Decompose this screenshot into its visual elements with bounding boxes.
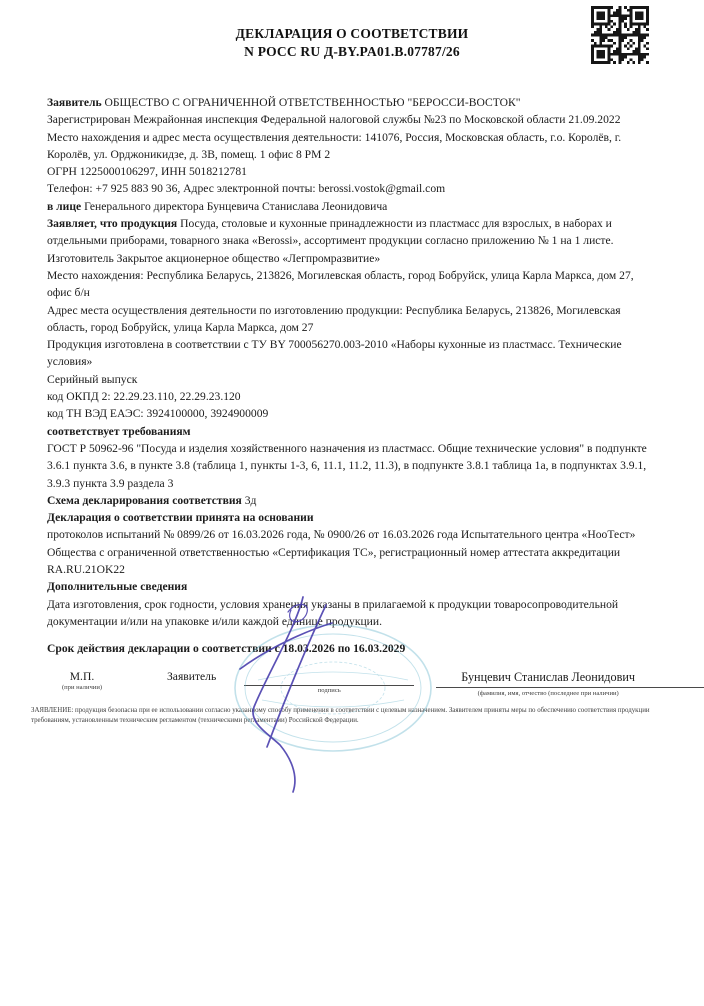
paragraph-scheme: Схема декларирования соответствия 3д <box>47 493 257 507</box>
paragraph-production-address: Адрес места осуществления деятельности по изготовлению продукции: Республика Беларусь, 213826, Могилевская область, город Бобруйск, улица Карла Маркса, дом 27 <box>47 303 621 334</box>
title-line-1: ДЕКЛАРАЦИЯ О СООТВЕТСТВИИ <box>235 26 469 41</box>
paragraph-protocols: протоколов испытаний № 0899/26 от 16.03.2026 года, № 0900/26 от 16.03.2026 года Испытательного центра «НооТест» Общества с ограниченной ответственностью «Сертификация ТС», регистрационный номер аттестата аккредитации RA.RU.21OK22 <box>47 528 636 577</box>
paragraph-product: Заявляет, что продукция Посуда, столовые и кухонные принадлежности из пластмасс для взрослых, в наборах и отдельными приборами, товарного знака «Berossi», ассортимент продукции согласно приложению № 1 на 1 листе. <box>47 217 614 248</box>
paragraph-registered: Зарегистрирован Межрайонная инспекция Федеральной налоговой службы №23 по Московской области 21.09.2022 <box>47 113 621 127</box>
paragraph-phone-email: Телефон: +7 925 883 90 36, Адрес электронной почты: berossi.vostok@gmail.com <box>47 182 446 196</box>
name-line <box>436 686 704 688</box>
signature-note: подпись <box>317 686 341 694</box>
paragraph-additional-heading: Дополнительные сведения <box>47 580 188 594</box>
qr-code <box>591 6 649 64</box>
seal-note: (при наличии) <box>61 683 103 691</box>
document-body <box>47 94 660 658</box>
seal-label: М.П. <box>69 669 95 683</box>
signature-block <box>47 670 660 698</box>
applicant-label: Заявитель <box>167 669 217 683</box>
paragraph-tnved: код ТН ВЭД ЕАЭС: 3924100000, 3924900009 <box>47 407 269 421</box>
seal-placeholder <box>47 670 117 692</box>
paragraph-basis-heading: Декларация о соответствии принята на основании <box>47 511 314 525</box>
signature-field <box>244 670 414 695</box>
signatory-name-field <box>436 670 660 698</box>
statement-footnote: ЗАЯВЛЕНИЕ: продукция безопасна при ее использовании согласно указанному способу применения в соответствии с целевым назначением. Заявителем приняты меры по обеспечению соответствия продукции требованиям, установленным техническим регламентом (техническими регламентами) Российской Федерации. <box>31 706 650 724</box>
paragraph-address: Место нахождения и адрес места осуществления деятельности: 141076, Россия, Московская область, г.о. Королёв, г. Королёв, ул. Орджоникидзе, д. 3В, помещ. 1 офис 8 РМ 2 <box>47 130 622 161</box>
paragraph-gost: ГОСТ Р 50962-96 "Посуда и изделия хозяйственного назначения из пластмасс. Общие технические условия" в подпункте 3.6.1 пункта 3.6, в пункте 3.8 (таблица 1, пункты 1-3, 6, 11.1, 11.2, 11.3), в подпункте 3.8.1 таблица 1а, в подпунктах 3.9.1, 3.9.3 пункта 3.9 раздела 3 <box>47 441 647 490</box>
paragraph-manufacturer: Изготовитель Закрытое акционерное общество «Легпромразвитие» <box>47 251 381 265</box>
paragraph-tu: Продукция изготовлена в соответствии с ТУ BY 700056270.003-2010 «Наборы кухонные из пластмасс. Технические условия» <box>47 338 622 369</box>
paragraph-complies-heading: соответствует требованиям <box>47 424 191 438</box>
paragraph-okpd: код ОКПД 2: 22.29.23.110, 22.29.23.120 <box>47 390 241 404</box>
paragraph-represented-by: в лице Генерального директора Бунцевича Станислава Леонидовича <box>47 199 388 213</box>
title-line-2: N РОСС RU Д-BY.PA01.B.07787/26 <box>244 44 460 59</box>
paragraph-additional-info: Дата изготовления, срок годности, условия хранения указаны в прилагаемой к продукции товаросопроводительной документации и/или на упаковке и/или каждой единице продукции. <box>47 597 619 628</box>
paragraph-validity: Срок действия декларации о соответствии с 18.03.2026 по 16.03.2029 <box>47 642 406 656</box>
signatory-name: Бунцевич Станислав Леонидович <box>461 669 635 684</box>
paragraph-applicant: Заявитель ОБЩЕСТВО С ОГРАНИЧЕННОЙ ОТВЕТСТВЕННОСТЬЮ "БЕРОССИ-ВОСТОК" <box>47 96 521 109</box>
paragraph-ogrn-inn: ОГРН 1225000106297, ИНН 5018212781 <box>47 165 247 179</box>
paragraph-manufacturer-address: Место нахождения: Республика Беларусь, 213826, Могилевская область, город Бобруйск, улица Карла Маркса, дом 27, офис б/н <box>47 268 634 300</box>
name-note: (фамилия, имя, отчество (последнее при наличии) <box>477 689 619 697</box>
paragraph-serial: Серийный выпуск <box>47 372 138 386</box>
